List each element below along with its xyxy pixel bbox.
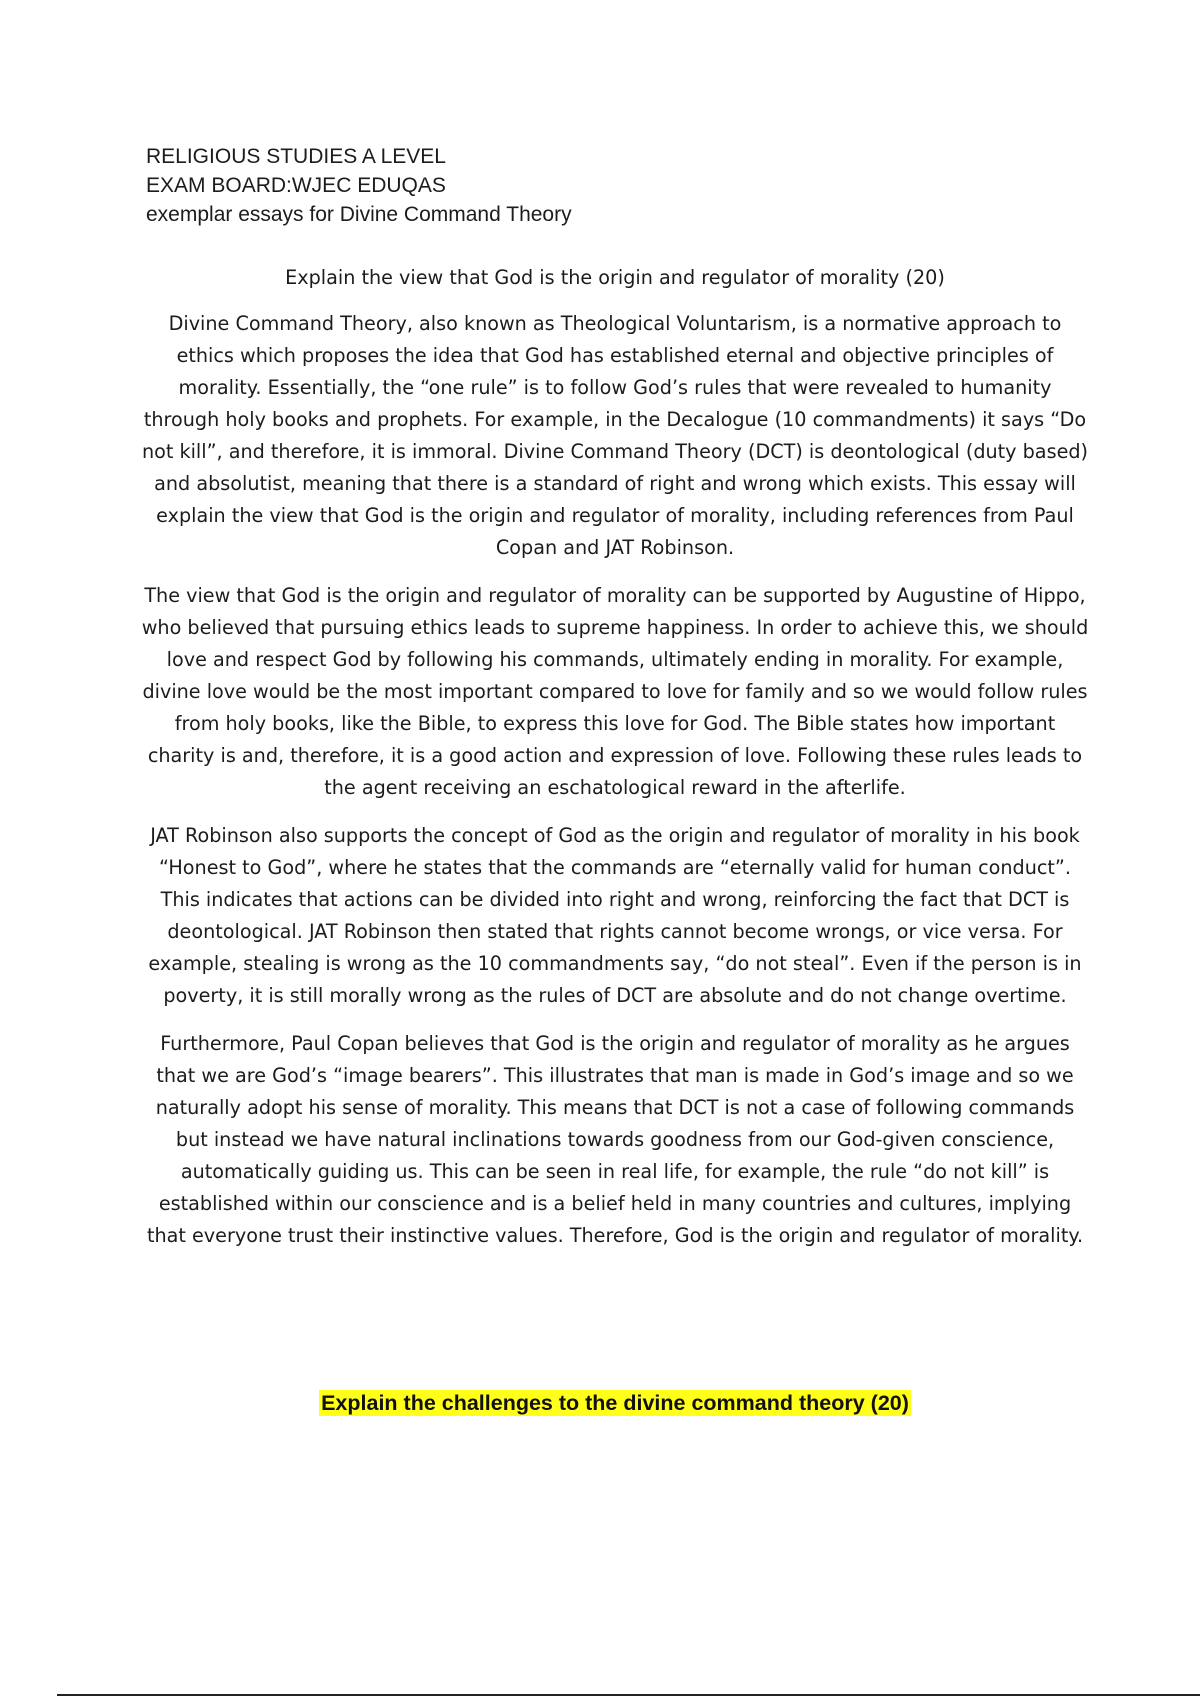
document-header: [146, 142, 572, 229]
page-bottom-divider: [57, 1694, 1200, 1696]
essay-paragraph-copan: Furthermore, Paul Copan believes that God is the origin and regulator of morality as he argues that we are God’s “image bearers”. This illustrates that man is made in God’s image and so we naturally adopt his sense of morality. This means that DCT is not a case of following commands but instead we have natural inclinations towards goodness from our God-given conscience, automatically guiding us. This can be seen in real life, for example, the rule “do not kill” is established within our conscience and is a belief held in many countries and cultures, implying that everyone trust their instinctive values. Therefore, God is the origin and regulator of morality.: [146, 1032, 1084, 1247]
essay-question: Explain the view that God is the origin and regulator of morality (20): [285, 266, 945, 289]
essay-paragraph-augustine: The view that God is the origin and regulator of morality can be supported by Augustine of Hippo, who believed that pursuing ethics leads to supreme happiness. In order to achieve this, we should love and respect God by following his commands, ultimately ending in morality. For example, divine love would be the most important compared to love for family and so we would follow rules from holy books, like the Bible, to express this love for God. The Bible states how important charity is and, therefore, it is a good action and expression of love. Following these rules leads to the agent receiving an eschatological reward in the afterlife.: [141, 584, 1089, 799]
challenge-question: [0, 1388, 1200, 1418]
essay-paragraph-introduction: Divine Command Theory, also known as Theological Voluntarism, is a normative approach to ethics which proposes the idea that God has established eternal and objective principles of morality. Essentially, the “one rule” is to follow God’s rules that were revealed to humanity through holy books and prophets. For example, in the Decalogue (10 commandments) it says “Do not kill”, and therefore, it is immoral. Divine Command Theory (DCT) is deontological (duty based) and absolutist, meaning that there is a standard of right and wrong which exists. This essay will explain the view that God is the origin and regulator of morality, including references from Paul Copan and JAT Robinson.: [141, 312, 1089, 559]
header-exam-board: EXAM BOARD:WJEC EDUQAS: [146, 174, 446, 197]
essay-body: [140, 262, 1090, 1268]
essay-paragraph-robinson: JAT Robinson also supports the concept of God as the origin and regulator of morality in his book “Honest to God”, where he states that the commands are “eternally valid for human conduct”. This indicates that actions can be divided into right and wrong, reinforcing the fact that DCT is deontological. JAT Robinson then stated that rights cannot become wrongs, or vice versa. For example, stealing is wrong as the 10 commandments say, “do not steal”. Even if the person is in poverty, it is still morally wrong as the rules of DCT are absolute and do not change overtime.: [148, 824, 1082, 1007]
header-description: exemplar essays for Divine Command Theory: [146, 203, 572, 226]
header-subject: RELIGIOUS STUDIES A LEVEL: [146, 145, 446, 168]
highlighted-challenge-text: Explain the challenges to the divine command theory (20): [321, 1391, 909, 1415]
